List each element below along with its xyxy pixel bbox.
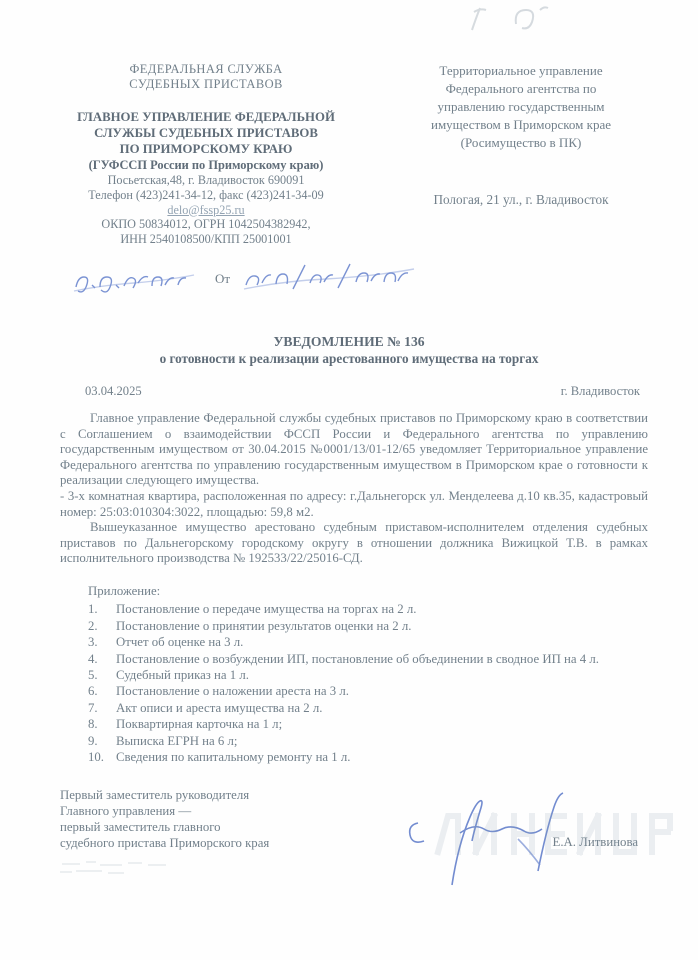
property-description-line: - 3-х комнатная квартира, расположенная по адресу: г.Дальнегорск ул. Менделеева д.10 кв.35, кадастровый номер: 25:03:010304:3022, площадью: 59,8 м2. [60,488,648,519]
sender-org-name [60,109,352,157]
document-date: 03.04.2025 [85,383,142,398]
sender-inn-kpp: ИНН 2540108500/КПП 25001001 [120,232,292,247]
document-title-subject: о готовности к реализации арестованного имущества на торгах [159,350,539,366]
document-city: г. Владивосток [560,383,640,398]
document-body [60,411,648,567]
document-title-number: УВЕДОМЛЕНИЕ № 136 [273,333,425,349]
registration-row [0,253,698,305]
sender-org-shortname: (ГУФССП России по Приморскому краю) [88,158,324,172]
attachment-number: 4. [88,651,98,666]
bleed-through-ghost-text [430,808,680,860]
attachments-section [88,583,648,765]
attachment-item [88,601,648,617]
recipient-org-line: имуществом в Приморском крае [431,117,611,132]
attachment-number: 8. [88,717,98,732]
attachment-number: 10. [88,749,104,764]
attachment-item [88,700,648,716]
body-paragraph-1: Главное управление Федеральной службы судебных приставов по Приморскому краю в соответствии с Соглашением о взаимодействии ФССП России и Федерального агентства по управлению государственным имуществом от 30.04.2015 №0001/13/01-12/65 уведомляет Территориальное управление Федерального агентства по управлению государственным имуществом в Приморском крае о готовности к реализации следующего имущества. [60,410,648,488]
attachment-number: 3. [88,635,98,650]
attachment-text: Постановление о возбуждении ИП, постановление об объединении в сводное ИП на 4 л. [116,651,599,666]
attachment-number: 6. [88,684,98,699]
date-city-row [85,384,640,399]
signer-position-line: Первый заместитель руководителя [60,788,250,803]
sender-parent-org [60,62,352,92]
recipient-org-line: управлению государственным [437,99,605,114]
attachment-number: 7. [88,700,98,715]
attachment-text: Судебный приказ на 1 л. [116,667,249,682]
recipient-org-line: (Росимущество в ПК) [460,135,582,150]
attachment-item [88,683,648,699]
sender-okpo-ogrn: ОКПО 50834012, ОГРН 1042504382942, [101,217,311,232]
sender-org-name-line: ПО ПРИМОРСКОМУ КРАЮ [119,142,293,156]
attachment-item [88,618,648,634]
sender-parent-org-line: ФЕДЕРАЛЬНАЯ СЛУЖБА [129,62,283,76]
sender-email [60,203,352,218]
body-paragraph-2: Вышеуказанное имущество арестовано судебным приставом-исполнителем отделения судебных приставов по Дальнегорскому городскому округу в отношении должника Вижицкой Т.В. в рамках исполнительного производства № 192533/22/25016-СД. [60,520,648,566]
attachment-number: 9. [88,733,98,748]
handwritten-number-scribble [238,255,418,303]
attachment-text: Выписка ЕГРН на 6 л; [116,733,238,748]
sender-address: Посьетская,48, г. Владивосток 690091 [107,173,305,187]
attachment-item [88,651,648,667]
signer-position-line: первый заместитель главного [60,820,221,835]
recipient-org-name [382,62,660,152]
attachment-item [88,667,648,683]
document-title [0,333,698,367]
attachment-item [88,733,648,749]
attachment-text: Поквартирная карточка на 1 л; [116,717,283,732]
sender-block [60,62,352,247]
faint-pencil-mark [468,2,588,42]
attachment-item [88,716,648,732]
attachment-item [88,749,648,765]
recipient-address: Пологая, 21 ул., г. Владивосток [433,192,609,207]
letterhead [0,0,698,247]
recipient-org-line: Территориальное управление [439,63,603,78]
signer-name: Е.А. Литвинова [552,835,638,850]
from-label: От [215,270,231,286]
handwritten-date-scribble [70,261,200,301]
sender-org-name-line: ГЛАВНОЕ УПРАВЛЕНИЕ ФЕДЕРАЛЬНОЙ [77,110,335,124]
attachment-text: Постановление о принятии результатов оценки на 2 л. [116,618,412,633]
signer-position [60,787,390,851]
attachment-text: Акт описи и ареста имущества на 2 л. [116,700,323,715]
signer-position-line: Главного управления — [60,804,192,819]
sender-parent-org-line: СУДЕБНЫХ ПРИСТАВОВ [129,77,283,91]
recipient-org-line: Федерального агентства по [445,81,597,96]
attachment-item [88,634,648,650]
sender-org-name-line: СЛУЖБЫ СУДЕБНЫХ ПРИСТАВОВ [94,126,318,140]
attachment-text: Постановление о передаче имущества на торгах на 2 л. [116,602,417,617]
attachments-label: Приложение: [88,583,161,598]
attachment-text: Сведения по капитальному ремонту на 1 л. [116,749,351,764]
attachment-number: 1. [88,602,98,617]
attachment-number: 5. [88,667,98,682]
faint-footnote-mark [58,856,208,882]
signer-position-line: судебного пристава Приморского края [60,836,270,851]
attachment-text: Отчет об оценке на 3 л. [116,635,244,650]
sender-email-link[interactable]: delo@fssp25.ru [167,202,245,217]
recipient-block [382,62,660,247]
attachment-text: Постановление о наложении ареста на 3 л. [116,684,349,699]
attachment-number: 2. [88,618,98,633]
sender-phone: Телефон (423)241-34-12, факс (423)241-34-09 [88,187,324,202]
